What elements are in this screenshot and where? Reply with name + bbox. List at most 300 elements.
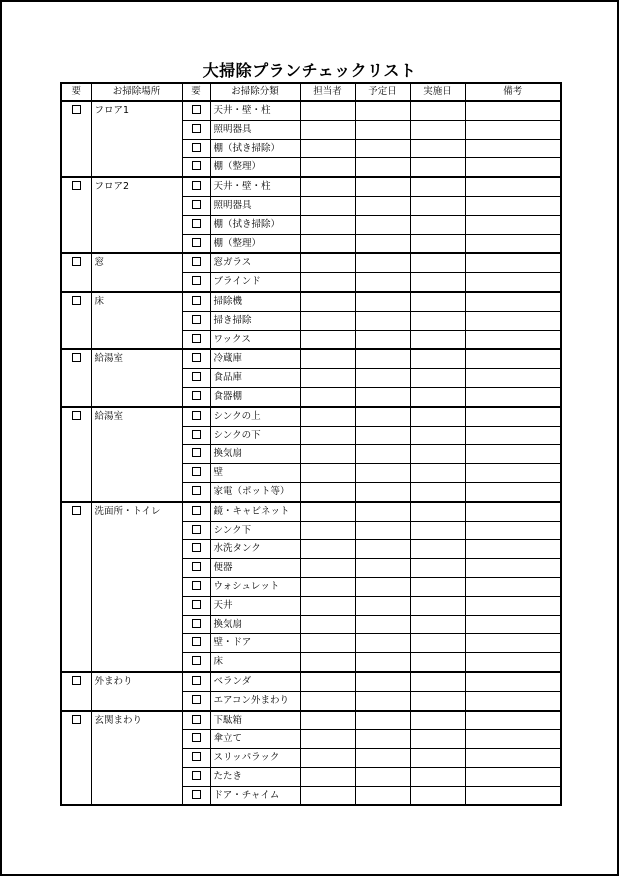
table-row xyxy=(61,407,561,426)
category-name: ウォシュレット xyxy=(210,577,300,596)
planned-date-cell[interactable] xyxy=(355,273,410,292)
planned-date-cell[interactable] xyxy=(355,349,410,368)
done-date-cell[interactable] xyxy=(410,387,465,406)
item-check-cell xyxy=(182,273,210,292)
item-check-cell xyxy=(182,540,210,559)
item-checkbox[interactable] xyxy=(192,752,201,761)
planned-date-cell[interactable] xyxy=(355,540,410,559)
area-checkbox[interactable] xyxy=(72,676,81,685)
area-name: フロア2 xyxy=(91,177,182,253)
done-date-cell[interactable] xyxy=(410,273,465,292)
person-cell[interactable] xyxy=(300,369,355,388)
notes-cell[interactable] xyxy=(465,369,561,388)
person-cell[interactable] xyxy=(300,730,355,749)
planned-date-cell[interactable] xyxy=(355,387,410,406)
notes-cell[interactable] xyxy=(465,559,561,578)
item-checkbox[interactable] xyxy=(192,486,201,495)
person-cell[interactable] xyxy=(300,196,355,215)
header-check-area: 要 xyxy=(61,83,91,101)
notes-cell[interactable] xyxy=(465,215,561,234)
header-area: お掃除場所 xyxy=(91,83,182,101)
person-cell[interactable] xyxy=(300,273,355,292)
item-checkbox[interactable] xyxy=(192,637,201,646)
done-date-cell[interactable] xyxy=(410,215,465,234)
category-name: 壁・ドア xyxy=(210,634,300,653)
category-name: 換気扇 xyxy=(210,445,300,464)
item-checkbox[interactable] xyxy=(192,296,201,305)
person-cell[interactable] xyxy=(300,330,355,349)
area-checkbox[interactable] xyxy=(72,411,81,420)
done-date-cell[interactable] xyxy=(410,464,465,483)
done-date-cell[interactable] xyxy=(410,653,465,672)
table-row xyxy=(61,292,561,311)
area-name: 床 xyxy=(91,292,182,349)
done-date-cell[interactable] xyxy=(410,426,465,445)
planned-date-cell[interactable] xyxy=(355,369,410,388)
done-date-cell[interactable] xyxy=(410,786,465,805)
category-name: 下駄箱 xyxy=(210,711,300,730)
item-checkbox[interactable] xyxy=(192,771,201,780)
category-name: 天井・壁・柱 xyxy=(210,101,300,120)
person-cell[interactable] xyxy=(300,596,355,615)
done-date-cell[interactable] xyxy=(410,445,465,464)
item-check-cell xyxy=(182,634,210,653)
item-check-cell xyxy=(182,426,210,445)
item-checkbox[interactable] xyxy=(192,105,201,114)
item-check-cell xyxy=(182,330,210,349)
planned-date-cell[interactable] xyxy=(355,330,410,349)
planned-date-cell[interactable] xyxy=(355,311,410,330)
person-cell[interactable] xyxy=(300,234,355,253)
person-cell[interactable] xyxy=(300,426,355,445)
done-date-cell[interactable] xyxy=(410,101,465,120)
item-check-cell xyxy=(182,749,210,768)
area-check-cell xyxy=(61,502,91,672)
category-name: 換気扇 xyxy=(210,615,300,634)
planned-date-cell[interactable] xyxy=(355,672,410,691)
area-name: 窓 xyxy=(91,253,182,292)
item-check-cell xyxy=(182,730,210,749)
planned-date-cell[interactable] xyxy=(355,292,410,311)
notes-cell[interactable] xyxy=(465,521,561,540)
item-check-cell xyxy=(182,464,210,483)
person-cell[interactable] xyxy=(300,120,355,139)
person-cell[interactable] xyxy=(300,540,355,559)
item-check-cell xyxy=(182,445,210,464)
notes-cell[interactable] xyxy=(465,615,561,634)
category-name: スリッパラック xyxy=(210,749,300,768)
area-checkbox[interactable] xyxy=(72,296,81,305)
table-row xyxy=(61,253,561,272)
category-name: 棚（拭き掃除） xyxy=(210,215,300,234)
category-name: 棚（拭き掃除） xyxy=(210,139,300,158)
planned-date-cell[interactable] xyxy=(355,767,410,786)
category-name: ベランダ xyxy=(210,672,300,691)
table-row xyxy=(61,101,561,120)
item-check-cell xyxy=(182,407,210,426)
item-checkbox[interactable] xyxy=(192,562,201,571)
table-row xyxy=(61,672,561,691)
person-cell[interactable] xyxy=(300,502,355,521)
notes-cell[interactable] xyxy=(465,120,561,139)
notes-cell[interactable] xyxy=(465,311,561,330)
notes-cell[interactable] xyxy=(465,234,561,253)
planned-date-cell[interactable] xyxy=(355,120,410,139)
area-name: 給湯室 xyxy=(91,349,182,406)
notes-cell[interactable] xyxy=(465,711,561,730)
person-cell[interactable] xyxy=(300,349,355,368)
notes-cell[interactable] xyxy=(465,273,561,292)
category-name: 床 xyxy=(210,653,300,672)
item-checkbox[interactable] xyxy=(192,257,201,266)
done-date-cell[interactable] xyxy=(410,292,465,311)
done-date-cell[interactable] xyxy=(410,596,465,615)
item-check-cell xyxy=(182,234,210,253)
person-cell[interactable] xyxy=(300,158,355,177)
person-cell[interactable] xyxy=(300,767,355,786)
notes-cell[interactable] xyxy=(465,196,561,215)
done-date-cell[interactable] xyxy=(410,177,465,196)
area-name: 給湯室 xyxy=(91,407,182,502)
category-name: エアコン外まわり xyxy=(210,691,300,710)
item-check-cell xyxy=(182,767,210,786)
area-name: フロア1 xyxy=(91,101,182,177)
area-check-cell xyxy=(61,253,91,292)
item-check-cell xyxy=(182,653,210,672)
item-check-cell xyxy=(182,139,210,158)
person-cell[interactable] xyxy=(300,634,355,653)
planned-date-cell[interactable] xyxy=(355,158,410,177)
done-date-cell[interactable] xyxy=(410,540,465,559)
person-cell[interactable] xyxy=(300,521,355,540)
planned-date-cell[interactable] xyxy=(355,521,410,540)
header-notes: 備考 xyxy=(465,83,561,101)
area-check-cell xyxy=(61,101,91,177)
checklist-table xyxy=(60,82,562,806)
notes-cell[interactable] xyxy=(465,482,561,501)
area-check-cell xyxy=(61,177,91,253)
person-cell[interactable] xyxy=(300,615,355,634)
person-cell[interactable] xyxy=(300,177,355,196)
person-cell[interactable] xyxy=(300,292,355,311)
area-check-cell xyxy=(61,292,91,349)
category-name: 照明器具 xyxy=(210,120,300,139)
done-date-cell[interactable] xyxy=(410,749,465,768)
person-cell[interactable] xyxy=(300,559,355,578)
notes-cell[interactable] xyxy=(465,634,561,653)
item-checkbox[interactable] xyxy=(192,619,201,628)
item-checkbox[interactable] xyxy=(192,411,201,420)
done-date-cell[interactable] xyxy=(410,521,465,540)
planned-date-cell[interactable] xyxy=(355,196,410,215)
area-name: 玄関まわり xyxy=(91,711,182,806)
notes-cell[interactable] xyxy=(465,101,561,120)
planned-date-cell[interactable] xyxy=(355,749,410,768)
planned-date-cell[interactable] xyxy=(355,730,410,749)
area-checkbox[interactable] xyxy=(72,353,81,362)
item-check-cell xyxy=(182,215,210,234)
done-date-cell[interactable] xyxy=(410,407,465,426)
header-person: 担当者 xyxy=(300,83,355,101)
item-checkbox[interactable] xyxy=(192,181,201,190)
category-name: 棚（整理） xyxy=(210,234,300,253)
done-date-cell[interactable] xyxy=(410,559,465,578)
person-cell[interactable] xyxy=(300,711,355,730)
planned-date-cell[interactable] xyxy=(355,445,410,464)
item-checkbox[interactable] xyxy=(192,581,201,590)
notes-cell[interactable] xyxy=(465,596,561,615)
notes-cell[interactable] xyxy=(465,292,561,311)
category-name: シンクの下 xyxy=(210,426,300,445)
notes-cell[interactable] xyxy=(465,349,561,368)
planned-date-cell[interactable] xyxy=(355,615,410,634)
planned-date-cell[interactable] xyxy=(355,653,410,672)
notes-cell[interactable] xyxy=(465,330,561,349)
person-cell[interactable] xyxy=(300,215,355,234)
planned-date-cell[interactable] xyxy=(355,634,410,653)
notes-cell[interactable] xyxy=(465,653,561,672)
notes-cell[interactable] xyxy=(465,786,561,805)
item-checkbox[interactable] xyxy=(192,733,201,742)
item-checkbox[interactable] xyxy=(192,124,201,133)
done-date-cell[interactable] xyxy=(410,615,465,634)
planned-date-cell[interactable] xyxy=(355,482,410,501)
done-date-cell[interactable] xyxy=(410,369,465,388)
planned-date-cell[interactable] xyxy=(355,464,410,483)
notes-cell[interactable] xyxy=(465,139,561,158)
category-name: 窓ガラス xyxy=(210,253,300,272)
person-cell[interactable] xyxy=(300,482,355,501)
person-cell[interactable] xyxy=(300,139,355,158)
done-date-cell[interactable] xyxy=(410,482,465,501)
page-title: 大掃除プランチェックリスト xyxy=(202,61,417,80)
area-check-cell xyxy=(61,672,91,711)
category-name: たたき xyxy=(210,767,300,786)
item-check-cell xyxy=(182,596,210,615)
category-name: 掃き掃除 xyxy=(210,311,300,330)
area-checkbox[interactable] xyxy=(72,506,81,515)
item-checkbox[interactable] xyxy=(192,200,201,209)
item-check-cell xyxy=(182,196,210,215)
done-date-cell[interactable] xyxy=(410,311,465,330)
planned-date-cell[interactable] xyxy=(355,691,410,710)
notes-cell[interactable] xyxy=(465,387,561,406)
area-check-cell xyxy=(61,711,91,806)
item-check-cell xyxy=(182,120,210,139)
done-date-cell[interactable] xyxy=(410,711,465,730)
done-date-cell[interactable] xyxy=(410,672,465,691)
category-name: 壁 xyxy=(210,464,300,483)
area-check-cell xyxy=(61,407,91,502)
item-checkbox[interactable] xyxy=(192,676,201,685)
planned-date-cell[interactable] xyxy=(355,577,410,596)
done-date-cell[interactable] xyxy=(410,120,465,139)
item-checkbox[interactable] xyxy=(192,315,201,324)
person-cell[interactable] xyxy=(300,464,355,483)
item-check-cell xyxy=(182,158,210,177)
notes-cell[interactable] xyxy=(465,464,561,483)
area-checkbox[interactable] xyxy=(72,105,81,114)
planned-date-cell[interactable] xyxy=(355,253,410,272)
item-check-cell xyxy=(182,369,210,388)
item-checkbox[interactable] xyxy=(192,161,201,170)
person-cell[interactable] xyxy=(300,387,355,406)
item-checkbox[interactable] xyxy=(192,600,201,609)
item-checkbox[interactable] xyxy=(192,353,201,362)
done-date-cell[interactable] xyxy=(410,349,465,368)
header-planned-date: 予定日 xyxy=(355,83,410,101)
item-checkbox[interactable] xyxy=(192,219,201,228)
item-check-cell xyxy=(182,691,210,710)
item-check-cell xyxy=(182,177,210,196)
item-check-cell xyxy=(182,292,210,311)
item-checkbox[interactable] xyxy=(192,467,201,476)
category-name: 天井・壁・柱 xyxy=(210,177,300,196)
table-row xyxy=(61,502,561,521)
item-checkbox[interactable] xyxy=(192,334,201,343)
area-checkbox[interactable] xyxy=(72,715,81,724)
planned-date-cell[interactable] xyxy=(355,502,410,521)
person-cell[interactable] xyxy=(300,653,355,672)
item-check-cell xyxy=(182,482,210,501)
area-checkbox[interactable] xyxy=(72,181,81,190)
area-checkbox[interactable] xyxy=(72,257,81,266)
notes-cell[interactable] xyxy=(465,445,561,464)
item-check-cell xyxy=(182,559,210,578)
planned-date-cell[interactable] xyxy=(355,786,410,805)
planned-date-cell[interactable] xyxy=(355,407,410,426)
person-cell[interactable] xyxy=(300,407,355,426)
item-checkbox[interactable] xyxy=(192,525,201,534)
person-cell[interactable] xyxy=(300,311,355,330)
done-date-cell[interactable] xyxy=(410,158,465,177)
planned-date-cell[interactable] xyxy=(355,559,410,578)
item-check-cell xyxy=(182,387,210,406)
item-checkbox[interactable] xyxy=(192,656,201,665)
item-checkbox[interactable] xyxy=(192,543,201,552)
area-name: 外まわり xyxy=(91,672,182,711)
item-checkbox[interactable] xyxy=(192,276,201,285)
person-cell[interactable] xyxy=(300,786,355,805)
person-cell[interactable] xyxy=(300,691,355,710)
category-name: 食品庫 xyxy=(210,369,300,388)
table-row xyxy=(61,711,561,730)
person-cell[interactable] xyxy=(300,101,355,120)
done-date-cell[interactable] xyxy=(410,577,465,596)
done-date-cell[interactable] xyxy=(410,253,465,272)
item-check-cell xyxy=(182,577,210,596)
category-name: 掃除機 xyxy=(210,292,300,311)
table-row xyxy=(61,349,561,368)
person-cell[interactable] xyxy=(300,253,355,272)
notes-cell[interactable] xyxy=(465,672,561,691)
person-cell[interactable] xyxy=(300,672,355,691)
notes-cell[interactable] xyxy=(465,691,561,710)
item-checkbox[interactable] xyxy=(192,391,201,400)
item-checkbox[interactable] xyxy=(192,695,201,704)
category-name: 家電（ポット等） xyxy=(210,482,300,501)
item-check-cell xyxy=(182,711,210,730)
item-check-cell xyxy=(182,521,210,540)
category-name: ドア・チャイム xyxy=(210,786,300,805)
planned-date-cell[interactable] xyxy=(355,215,410,234)
done-date-cell[interactable] xyxy=(410,139,465,158)
category-name: 食器棚 xyxy=(210,387,300,406)
item-checkbox[interactable] xyxy=(192,238,201,247)
planned-date-cell[interactable] xyxy=(355,234,410,253)
category-name: 水洗タンク xyxy=(210,540,300,559)
item-checkbox[interactable] xyxy=(192,143,201,152)
item-checkbox[interactable] xyxy=(192,790,201,799)
done-date-cell[interactable] xyxy=(410,234,465,253)
notes-cell[interactable] xyxy=(465,577,561,596)
planned-date-cell[interactable] xyxy=(355,101,410,120)
category-name: 鏡・キャビネット xyxy=(210,502,300,521)
category-name: 便器 xyxy=(210,559,300,578)
done-date-cell[interactable] xyxy=(410,330,465,349)
item-check-cell xyxy=(182,253,210,272)
person-cell[interactable] xyxy=(300,445,355,464)
done-date-cell[interactable] xyxy=(410,730,465,749)
notes-cell[interactable] xyxy=(465,253,561,272)
person-cell[interactable] xyxy=(300,577,355,596)
header-category: お掃除分類 xyxy=(210,83,300,101)
notes-cell[interactable] xyxy=(465,730,561,749)
category-name: 天井 xyxy=(210,596,300,615)
item-checkbox[interactable] xyxy=(192,506,201,515)
done-date-cell[interactable] xyxy=(410,196,465,215)
done-date-cell[interactable] xyxy=(410,691,465,710)
item-check-cell xyxy=(182,502,210,521)
planned-date-cell[interactable] xyxy=(355,711,410,730)
category-name: ワックス xyxy=(210,330,300,349)
notes-cell[interactable] xyxy=(465,767,561,786)
item-check-cell xyxy=(182,786,210,805)
area-check-cell xyxy=(61,349,91,406)
done-date-cell[interactable] xyxy=(410,634,465,653)
notes-cell[interactable] xyxy=(465,502,561,521)
notes-cell[interactable] xyxy=(465,407,561,426)
notes-cell[interactable] xyxy=(465,158,561,177)
planned-date-cell[interactable] xyxy=(355,139,410,158)
item-check-cell xyxy=(182,349,210,368)
notes-cell[interactable] xyxy=(465,540,561,559)
item-checkbox[interactable] xyxy=(192,372,201,381)
planned-date-cell[interactable] xyxy=(355,596,410,615)
item-check-cell xyxy=(182,101,210,120)
planned-date-cell[interactable] xyxy=(355,177,410,196)
item-check-cell xyxy=(182,311,210,330)
planned-date-cell[interactable] xyxy=(355,426,410,445)
category-name: 傘立て xyxy=(210,730,300,749)
item-checkbox[interactable] xyxy=(192,430,201,439)
item-checkbox[interactable] xyxy=(192,715,201,724)
category-name: シンク下 xyxy=(210,521,300,540)
area-name: 洗面所・トイレ xyxy=(91,502,182,672)
done-date-cell[interactable] xyxy=(410,767,465,786)
notes-cell[interactable] xyxy=(465,177,561,196)
table-row xyxy=(61,177,561,196)
category-name: シンクの上 xyxy=(210,407,300,426)
category-name: 冷蔵庫 xyxy=(210,349,300,368)
notes-cell[interactable] xyxy=(465,749,561,768)
category-name: ブラインド xyxy=(210,273,300,292)
done-date-cell[interactable] xyxy=(410,502,465,521)
category-name: 照明器具 xyxy=(210,196,300,215)
person-cell[interactable] xyxy=(300,749,355,768)
item-checkbox[interactable] xyxy=(192,448,201,457)
notes-cell[interactable] xyxy=(465,426,561,445)
